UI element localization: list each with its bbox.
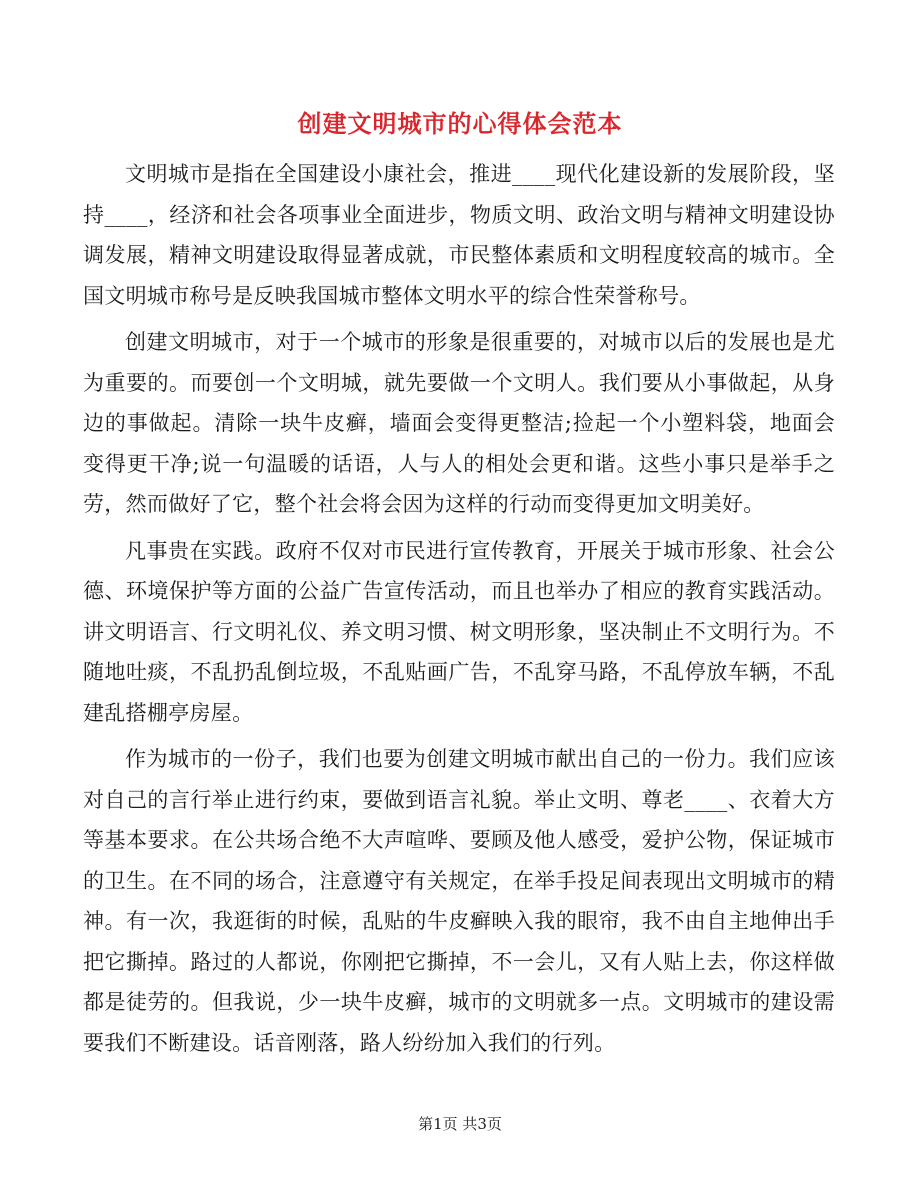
paragraph-4: 作为城市的一份子，我们也要为创建文明城市献出自己的一份力。我们应该对自己的言行举止进行约束，要做到语言礼貌。举止文明、尊老____、衣着大方等基本要求。在公共场合绝不大声喧哗、要顾及他人感受，爱护公物，保证城市的卫生。在不同的场合，注意遵守有关规定，在举手投足间表现出文明城市的精神。有一次，我逛街的时候，乱贴的牛皮癣映入我的眼帘，我不由自主地伸出手把它撕掉。路过的人都说，你刚把它撕掉，不一会儿，又有人贴上去，你这样做都是徒劳的。但我说，少一块牛皮癣，城市的文明就多一点。文明城市的建设需要我们不断建设。话音刚落，路人纷纷加入我们的行列。 bbox=[83, 747, 835, 1055]
page-number-footer: 第1页 共3页 bbox=[418, 1115, 502, 1133]
paragraph-3: 凡事贵在实践。政府不仅对市民进行宣传教育，开展关于城市形象、社会公德、环境保护等方面的公益广告宣传活动，而且也举办了相应的教育实践活动。讲文明语言、行文明礼仪、养文明习惯、树文明形象，坚决制止不文明行为。不随地吐痰，不乱扔乱倒垃圾，不乱贴画广告，不乱穿马路，不乱停放车辆，不乱建乱搭棚亭房屋。 bbox=[83, 538, 835, 725]
paragraph-2: 创建文明城市，对于一个城市的形象是很重要的，对城市以后的发展也是尤为重要的。而要创一个文明城，就先要做一个文明人。我们要从小事做起，从身边的事做起。清除一块牛皮癣，墙面会变得更整洁;捡起一个小塑料袋，地面会变得更干净;说一句温暖的话语，人与人的相处会更和谐。这些小事只是举手之劳，然而做好了它，整个社会将会因为这样的行动而变得更加文明美好。 bbox=[83, 330, 835, 516]
document-body bbox=[83, 154, 835, 1069]
document-title: 创建文明城市的心得体会范本 bbox=[297, 109, 623, 138]
paragraph-1: 文明城市是指在全国建设小康社会，推进____现代化建设新的发展阶段，坚持____，经济和社会各项事业全面进步，物质文明、政治文明与精神文明建设协调发展，精神文明建设取得显著成就，市民整体素质和文明程度较高的城市。全国文明城市称号是反映我国城市整体文明水平的综合性荣誉称号。 bbox=[83, 162, 835, 308]
